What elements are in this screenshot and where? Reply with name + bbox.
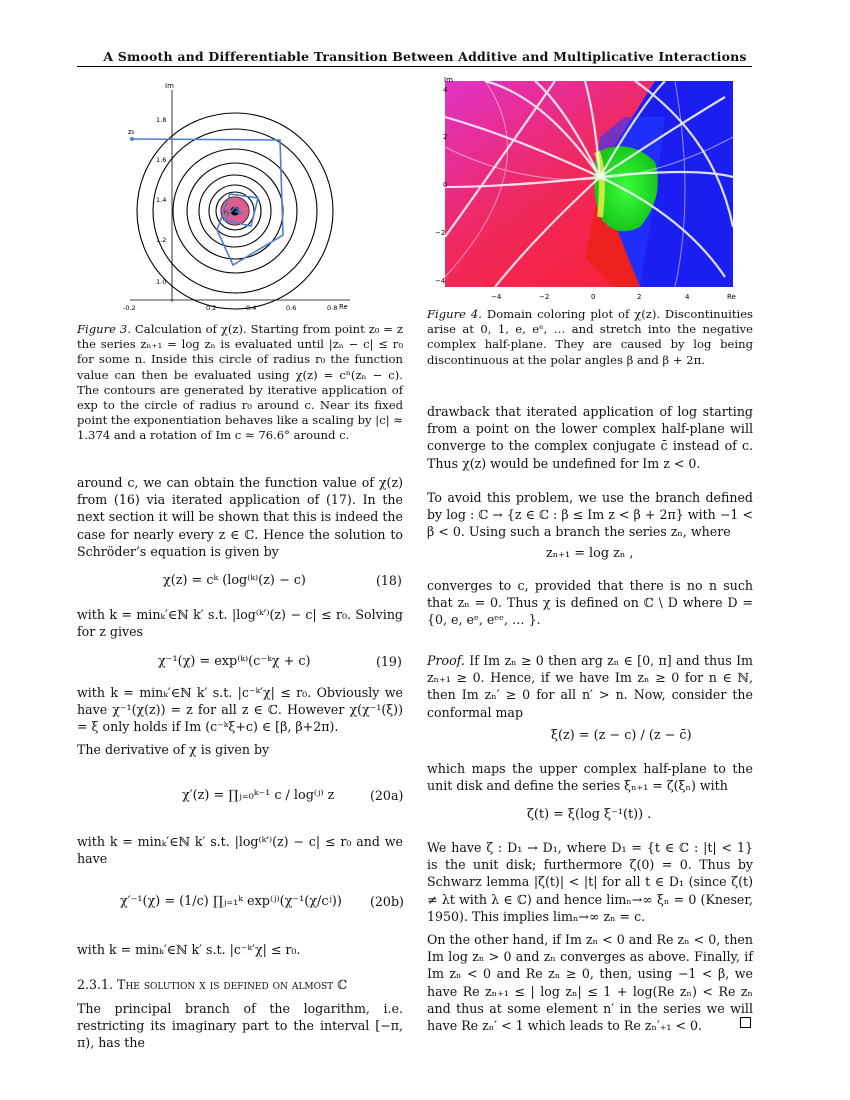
fig3-ytick: 1.2 [156, 236, 167, 244]
equation-series: zₙ₊₁ = log zₙ , [546, 546, 634, 561]
fig4-xtick: −4 [491, 293, 502, 301]
right-para-4 [427, 652, 753, 721]
left-para-1: around c, we can obtain the function value of χ(z) from (16) via iterated application of (17). In the next section it will be shown that this is indeed the case for nearly every z ∈ ℂ. Hence the solution to Schröder’s equation is given by [77, 475, 403, 559]
fig4-ytick: 0 [443, 181, 448, 189]
proof-text: If Im zₙ ≥ 0 then arg zₙ ∈ [0, π] and thus Im zₙ₊₁ ≥ 0. Hence, if we have Im zₙ ≥ 0 for n ∈ ℕ, then Im zₙ′ ≥ 0 for all n′ > n. Now, consider the conformal map [427, 653, 753, 720]
fig4-axis-re: Re [727, 293, 736, 301]
fig3-z0-label: z₀ [128, 128, 135, 136]
left-para-2: with k = minₖ′∈ℕ k′ s.t. |log⁽ᵏ′⁾(z) − c| ≤ r₀. Solving for z gives [77, 607, 403, 640]
equation-20b: χ′⁻¹(χ) = (1/c) ∏ⱼ₌₁ᵏ exp⁽ʲ⁾(χ⁻¹(χ/cʲ)) [120, 894, 342, 909]
equation-20a: χ′(z) = ∏ⱼ₌₀ᵏ⁻¹ c / log⁽ʲ⁾ z [182, 788, 335, 803]
right-para-2: To avoid this problem, we use the branch defined by log : ℂ → {z ∈ ℂ : β ≤ Im z < β + 2π} with −1 < β < 0. Using such a branch the series zₙ, where [427, 490, 753, 540]
fig3-ytick: 1.4 [156, 196, 167, 204]
equation-zeta: ζ(t) = ξ(log ξ⁻¹(t)) . [527, 807, 652, 822]
header-rule [77, 66, 752, 67]
figure-4-caption [427, 307, 753, 368]
caption-text: Calculation of χ(z). Starting from point z₀ = z the series zₙ₊₁ = log zₙ is evaluated until |zₙ − c| ≤ r₀ for some n. Inside this circle of radius r₀ the function value can then be evaluated using χ(z) = cⁿ(zₙ − c). The contours are generated by iterative application of exp to the circle of radius r₀ around c. Near its fixed point the exponentiation behaves like a scaling by |c| ≈ 1.374 and a rotation of Im c ≈ 76.6° around c. [77, 322, 404, 443]
fig3-ytick: 1.0 [156, 278, 167, 286]
equation-xi: ξ(z) = (z − c) / (z − c̄) [551, 728, 692, 743]
equation-20a-number: (20a) [370, 788, 404, 803]
caption-label: Figure 3. [77, 322, 131, 336]
figure-3-plot [120, 80, 360, 312]
fig3-xtick: -0.2 [123, 304, 136, 312]
fig4-ytick: 2 [443, 133, 448, 141]
fig4-axis-im: Im [444, 77, 453, 84]
right-para-1: drawback that iterated application of log starting from a point on the lower complex half-plane will converge to the complex conjugate c̄ instead of c. Thus χ(z) would be undefined for Im z < 0. [427, 404, 753, 471]
caption-text: Domain coloring plot of χ(z). Discontinuities arise at 0, 1, e, eᵉ, … and stretch into the negative complex half-plane. They are caused by log being discontinuous at the polar angles β and β + 2π. [427, 307, 753, 367]
fig3-ytick: 1.8 [156, 116, 167, 124]
fig4-ytick: −4 [435, 277, 446, 285]
equation-19: χ⁻¹(χ) = exp⁽ᵏ⁾(c⁻ᵏχ + c) [158, 654, 311, 669]
equation-19-number: (19) [376, 654, 402, 669]
fig3-ytick: 1.6 [156, 156, 167, 164]
left-para-4: The derivative of χ is given by [77, 742, 270, 757]
figure-3-caption [77, 322, 403, 444]
fig4-xtick: −2 [539, 293, 550, 301]
fig3-axis-im: Im [165, 82, 174, 90]
running-header: A Smooth and Differentiable Transition Between Additive and Multiplicative Interactions [103, 49, 747, 64]
proof-label: Proof. [427, 653, 465, 668]
left-para-5: with k = minₖ′∈ℕ k′ s.t. |log⁽ᵏ′⁾(z) − c| ≤ r₀ and we have [77, 834, 403, 867]
fig4-xtick: 2 [637, 293, 642, 301]
equation-20b-number: (20b) [370, 894, 404, 909]
caption-label: Figure 4. [427, 307, 482, 321]
left-para-7: The principal branch of the logarithm, i.e. restricting its imaginary part to the interval [−π, π), has the [77, 1001, 403, 1051]
figure-4-plot [425, 77, 741, 305]
right-para-6: We have ζ : D₁ → D₁, where D₁ = {t ∈ ℂ : |t| < 1} is the unit disk; furthermore ζ(0) = 0. Thus by Schwarz lemma |ζ(t)| < |t| for all t ∈ D₁ (since ζ(t) ≠ λt with λ ∈ ℂ) and hence limₙ→∞ ξₙ = 0 (Kneser, 1950). This implies limₙ→∞ zₙ = c. [427, 840, 753, 924]
fig3-xtick: 0.4 [246, 304, 257, 312]
left-para-3: with k = minₖ′∈ℕ k′ s.t. |c⁻ᵏ′χ| ≤ r₀. Obviously we have χ⁻¹(χ(z)) = z for all z ∈ ℂ. However χ(χ⁻¹(ξ)) = ξ only holds if Im (c⁻ᵏξ+c) ∈ [β, β+2π). [77, 685, 403, 735]
fig4-ytick: −2 [435, 229, 446, 237]
right-para-7: On the other hand, if Im zₙ < 0 and Re zₙ < 0, then Im log zₙ > 0 and zₙ converges as above. Finally, if Im zₙ < 0 and Re zₙ ≥ 0, then, using −1 < β, we have Re zₙ₊₁ ≤ | log zₙ| ≤ 1 + log(Re zₙ) < Re zₙ and thus at some element n′ in the series we will have Re zₙ′ < 1 which leads to Re zₙ′₊₁ < 0. [427, 932, 753, 1034]
equation-18-number: (18) [376, 573, 402, 588]
fig3-xtick: 0.2 [206, 304, 217, 312]
fig3-axis-re: Re [339, 303, 348, 311]
fig4-xtick: 0 [591, 293, 596, 301]
fig4-ytick: 4 [443, 86, 448, 94]
right-para-5: which maps the upper complex half-plane to the unit disk and define the series ξₙ₊₁ = ζ(ξₙ) with [427, 761, 753, 794]
left-para-6: with k = minₖ′∈ℕ k′ s.t. |c⁻ᵏ′χ| ≤ r₀. [77, 942, 301, 957]
equation-18: χ(z) = cᵏ (log⁽ᵏ⁾(z) − c) [163, 573, 306, 588]
section-heading: 2.3.1. The solution χ is defined on almost ℂ [77, 977, 348, 992]
fig3-xtick: 0.6 [286, 304, 297, 312]
fig4-xtick: 4 [685, 293, 690, 301]
qed-symbol [740, 1017, 751, 1028]
fig3-xtick: 0.8 [327, 304, 338, 312]
right-para-3: converges to c, provided that there is no n such that zₙ = 0. Thus χ is defined on ℂ \ D where D = {0, e, eᵉ, eᵉᵉ, … }. [427, 578, 753, 628]
svg-text:r₀ c: r₀ c [224, 209, 235, 216]
